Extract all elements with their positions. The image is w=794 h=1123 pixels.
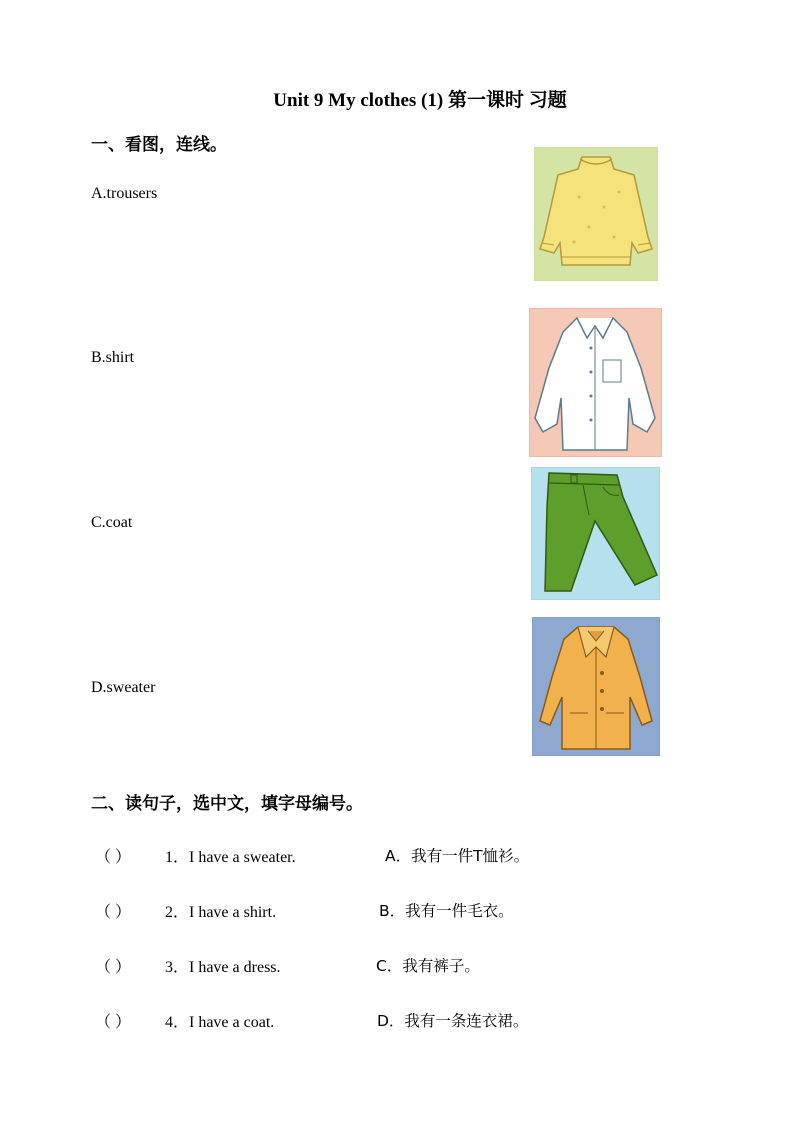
section1-heading: 一、看图，连线。 (91, 135, 227, 155)
answer-blank[interactable]: （ ） (95, 1014, 132, 1031)
word-coat[interactable]: C.coat (91, 514, 133, 531)
word-sweater[interactable]: D.sweater (91, 679, 156, 696)
shirt-picture[interactable] (529, 308, 662, 457)
sentence-text: 3．I have a dress. (165, 959, 281, 976)
word-shirt[interactable]: B.shirt (91, 349, 135, 366)
sweater-icon (534, 147, 658, 281)
option-text: C．我有裤子。 (376, 957, 480, 975)
trousers-icon (531, 467, 660, 600)
sentence-text: 2．I have a shirt. (165, 904, 277, 921)
section2-heading: 二、读句子，选中文，填字母编号。 (91, 794, 363, 814)
answer-blank[interactable]: （ ） (95, 904, 132, 921)
word-trousers[interactable]: A.trousers (91, 185, 158, 202)
answer-blank[interactable]: （ ） (95, 849, 132, 866)
sweater-picture[interactable] (534, 147, 658, 281)
answer-blank[interactable]: （ ） (95, 959, 132, 976)
sentence-text: 4．I have a coat. (165, 1014, 275, 1031)
shirt-icon (529, 308, 662, 457)
coat-picture[interactable] (532, 617, 660, 756)
coat-icon (532, 617, 660, 756)
option-text: A．我有一件T恤衫。 (385, 847, 530, 865)
sentence-text: 1．I have a sweater. (165, 849, 296, 866)
option-text: B．我有一件毛衣。 (379, 902, 514, 920)
page-title: Unit 9 My clothes (1) 第一课时 习题 (273, 90, 567, 111)
trousers-picture[interactable] (531, 467, 660, 600)
option-text: D．我有一条连衣裙。 (377, 1012, 529, 1030)
